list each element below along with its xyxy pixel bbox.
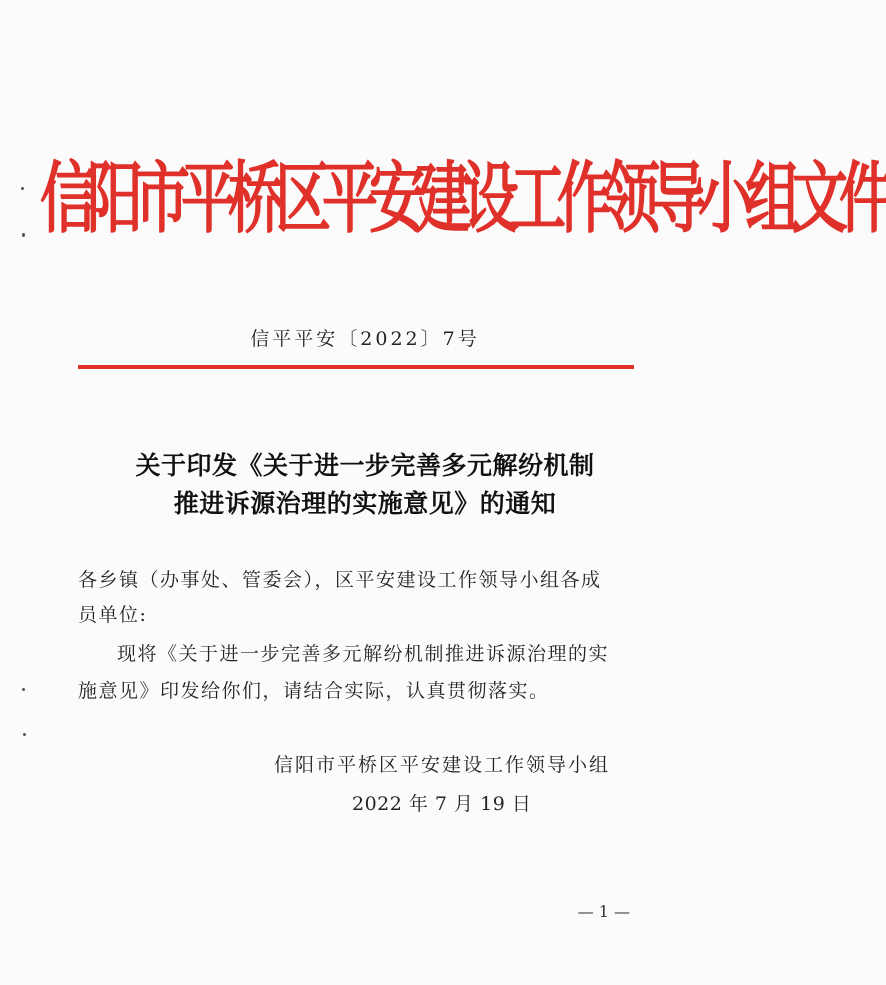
page-number: — 1 —	[577, 902, 630, 921]
salutation-line-1: 各乡镇（办事处、管委会），区平安建设工作领导小组各成	[78, 569, 602, 591]
document-number: 信平平安〔2022〕7号	[250, 328, 480, 350]
scan-mark	[22, 233, 25, 237]
document-title-line-1: 关于印发《关于进一步完善多元解纷机制	[135, 451, 595, 480]
masthead: 信阳市平桥区平安建设工作领导小组文件	[40, 153, 886, 245]
red-divider	[78, 365, 634, 369]
signature-date: 2022 年 7 月 19 日	[352, 793, 532, 815]
signature-organization: 信阳市平桥区平安建设工作领导小组	[274, 754, 611, 776]
scan-mark	[23, 733, 26, 736]
document-title-line-2: 推进诉源治理的实施意见》的通知	[173, 489, 557, 518]
scan-mark	[21, 187, 24, 190]
paragraph-line-2: 施意见》印发给你们，请结合实际，认真贯彻落实。	[78, 680, 550, 702]
paragraph-line-1: 现将《关于进一步完善多元解纷机制推进诉源治理的实	[117, 643, 610, 665]
scan-mark	[22, 688, 25, 691]
salutation-line-2: 员单位:	[78, 604, 148, 626]
